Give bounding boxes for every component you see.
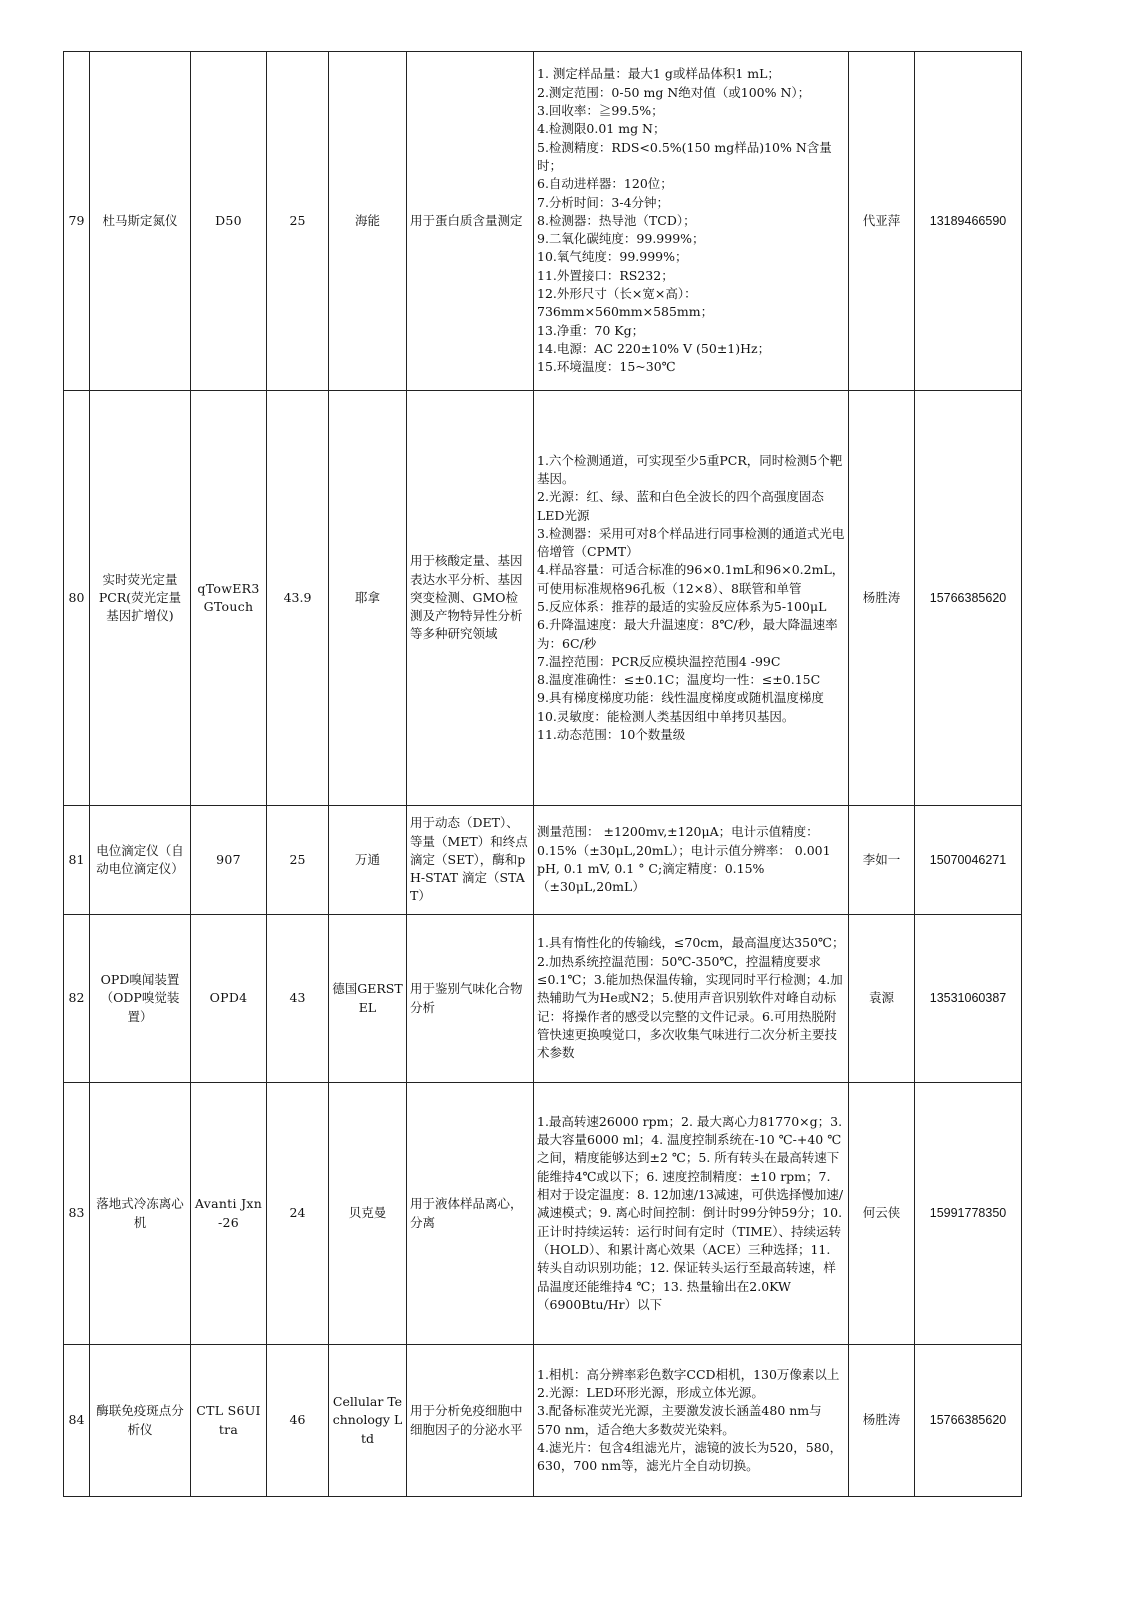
model: Avanti Jxn-26: [191, 1083, 267, 1345]
price: 43.9: [267, 391, 329, 806]
spec-line: 4.检测限0.01 mg N；: [537, 121, 666, 137]
contact-person: 何云侠: [849, 1083, 915, 1345]
spec-line: 3.回收率：≧99.5%；: [537, 103, 664, 119]
equipment-name: 电位滴定仪（自动电位滴定仪）: [90, 806, 191, 915]
usage: 用于动态（DET）、等量（MET）和终点滴定（SET），酶和pH-STAT 滴定（STAT）: [407, 806, 534, 915]
table-row: [64, 52, 1022, 391]
spec-line: 11.动态范围：10个数量级: [537, 727, 686, 743]
spec-line: 1.六个检测通道，可实现至少5重PCR，同时检测5个靶基因。: [537, 452, 843, 486]
model: qTowER3GTouch: [191, 391, 267, 806]
table-row: [64, 915, 1022, 1083]
spec-line: 5.反应体系：推荐的最适的实验反应体系为5-100μL: [537, 599, 827, 614]
specifications: [534, 806, 849, 915]
brand: 耶拿: [329, 391, 407, 806]
price: 46: [267, 1345, 329, 1497]
spec-line: 10.灵敏度：能检测人类基因组中单拷贝基因。: [537, 708, 795, 724]
specifications: [534, 391, 849, 806]
spec-line: 3.检测器：采用可对8个样品进行同事检测的通道式光电倍增管（CPMT）: [537, 525, 845, 560]
spec-line: 1.具有惰性化的传输线，≤70cm，最高温度达350℃；2.加热系统控温范围：50℃-350℃，控温精度要求≤0.1℃；3.能加热保温传输，实现同时平行检测；4.加热辅助气为He或N2；5.使用声音识别软件对峰自动标记：将操作者的感受以完整的文件记录。6.可用热脱附管快速更换嗅觉口，多次收集气味进行二次分析主要技术参数: [537, 935, 845, 1061]
equipment-name: 杜马斯定氮仪: [90, 52, 191, 391]
spec-line: 8.温度准确性：≤±0.1C；温度均一性：≤±0.15C: [537, 672, 821, 688]
spec-line: 8.检测器：热导池（TCD）；: [537, 212, 696, 228]
contact-person: 李如一: [849, 806, 915, 915]
spec-line: 1.最高转速26000 rpm；2. 最大离心力81770×g；3. 最大容量6000 ml；4. 温度控制系统在-10 ℃-+40 ℃之间，精度能够达到±2 ℃；5. 所有转头在最高转速下能维持4℃或以下；6. 速度控制精度：±10 rpm；7. 相对于设定温度：8. 12加速/13减速，可供选择慢加速/减速模式；9. 离心时间控制：倒计时99分钟59分；10. 正计时持续运转：运行时间有定时（TIME）、持续运转（HOLD）、和累计离心效果（ACE）三种选择；11. 转头自动识别功能；12. 保证转头运行至最高转速，样品温度还能维持4 ℃；13. 热量输出在2.0KW（6900Btu/Hr）以下: [537, 1113, 844, 1312]
spec-line: 14.电源：AC 220±10% V (50±1)Hz；: [537, 340, 771, 356]
row-number: 84: [64, 1345, 90, 1497]
brand: 万通: [329, 806, 407, 915]
row-number: 79: [64, 52, 90, 391]
contact-person: 代亚萍: [849, 52, 915, 391]
usage: 用于鉴别气味化合物分析: [407, 915, 534, 1083]
specifications: [534, 915, 849, 1083]
spec-line: 7.分析时间：3-4分钟；: [537, 194, 670, 210]
specifications: [534, 1083, 849, 1345]
table-row: [64, 1345, 1022, 1497]
spec-line: 9.具有梯度梯度功能：线性温度梯度或随机温度梯度: [537, 690, 824, 706]
price: 25: [267, 806, 329, 915]
specifications: [534, 52, 849, 391]
usage: 用于核酸定量、基因表达水平分析、基因突变检测、GMO检测及产物特异性分析等多种研究领域: [407, 391, 534, 806]
model: 907: [191, 806, 267, 915]
spec-line: 6.升降温速度：最大升温速度：8℃/秒，最大降温速率为：6C/秒: [537, 617, 838, 651]
row-number: 80: [64, 391, 90, 806]
spec-line: 2.测定范围：0-50 mg N绝对值（或100% N）；: [537, 84, 811, 100]
phone-number: 15991778350: [915, 1083, 1022, 1345]
spec-line: 3.配备标准荧光光源，主要激发波长涵盖480 nm与570 nm，适合绝大多数荧光染料。: [537, 1403, 822, 1437]
price: 24: [267, 1083, 329, 1345]
usage: 用于分析免疫细胞中细胞因子的分泌水平: [407, 1345, 534, 1497]
spec-line: 13.净重：70 Kg；: [537, 322, 645, 338]
spec-line: 12.外形尺寸（长×宽×高）：736mm×560mm×585mm；: [537, 286, 714, 320]
price: 43: [267, 915, 329, 1083]
model: CTL S6UItra: [191, 1345, 267, 1497]
spec-line: 1.相机：高分辨率彩色数字CCD相机，130万像素以上: [537, 1366, 840, 1382]
table-row: [64, 391, 1022, 806]
table-row: [64, 1083, 1022, 1345]
equipment-table: [63, 51, 1022, 1497]
specifications: [534, 1345, 849, 1497]
spec-line: 7.温控范围：PCR反应模块温控范围4 -99C: [537, 653, 781, 669]
brand: 海能: [329, 52, 407, 391]
row-number: 82: [64, 915, 90, 1083]
brand: 贝克曼: [329, 1083, 407, 1345]
equipment-name: OPD嗅闻装置（ODP嗅觉装置）: [90, 915, 191, 1083]
spec-line: 10.氧气纯度：99.999%；: [537, 249, 688, 265]
spec-line: 6.自动进样器：120位；: [537, 176, 673, 192]
spec-line: 15.环境温度：15~30℃: [537, 359, 676, 375]
spec-line: 2.光源：LED环形光源，形成立体光源。: [537, 1384, 764, 1400]
spec-line: 4.样品容量：可适合标准的96×0.1mL和96×0.2mL，可使用标准规格96孔板（12×8）、8联管和单管: [537, 562, 845, 596]
phone-number: 15766385620: [915, 1345, 1022, 1497]
model: OPD4: [191, 915, 267, 1083]
contact-person: 杨胜涛: [849, 391, 915, 806]
usage: 用于液体样品离心，分离: [407, 1083, 534, 1345]
contact-person: 袁源: [849, 915, 915, 1083]
phone-number: 13531060387: [915, 915, 1022, 1083]
model: D50: [191, 52, 267, 391]
equipment-name: 落地式冷冻离心机: [90, 1083, 191, 1345]
spec-line: 1. 测定样品量：最大1 g或样品体积1 mL；: [537, 66, 780, 82]
brand: Cellular Technology Ltd: [329, 1345, 407, 1497]
phone-number: 15766385620: [915, 391, 1022, 806]
spec-line: 5.检测精度：RDS<0.5%(150 mg样品)10% N含量时；: [537, 139, 832, 173]
spec-line: 11.外置接口：RS232；: [537, 267, 674, 283]
brand: 德国GERSTEL: [329, 915, 407, 1083]
price: 25: [267, 52, 329, 391]
phone-number: 13189466590: [915, 52, 1022, 391]
spec-line: 2.光源：红、绿、蓝和白色全波长的四个高强度固态 LED光源: [537, 489, 824, 523]
equipment-name: 酶联免疫斑点分析仪: [90, 1345, 191, 1497]
row-number: 83: [64, 1083, 90, 1345]
spec-line: 测量范围： ±1200mv,±120μA；电计示值精度： 0.15%（±30μL,20mL）；电计示值分辨率： 0.001 pH, 0.1 mV, 0.1 ° C;滴定精度：0.15%（±30μL,20mL）: [537, 824, 831, 895]
spec-line: 9.二氧化碳纯度：99.999%；: [537, 231, 705, 247]
usage: 用于蛋白质含量测定: [407, 52, 534, 391]
equipment-name: 实时荧光定量PCR(荧光定量基因扩增仪): [90, 391, 191, 806]
phone-number: 15070046271: [915, 806, 1022, 915]
spec-line: 4.滤光片：包含4组滤光片，滤镜的波长为520，580，630，700 nm等，滤光片全自动切换。: [537, 1439, 843, 1474]
table-row: [64, 806, 1022, 915]
contact-person: 杨胜涛: [849, 1345, 915, 1497]
row-number: 81: [64, 806, 90, 915]
